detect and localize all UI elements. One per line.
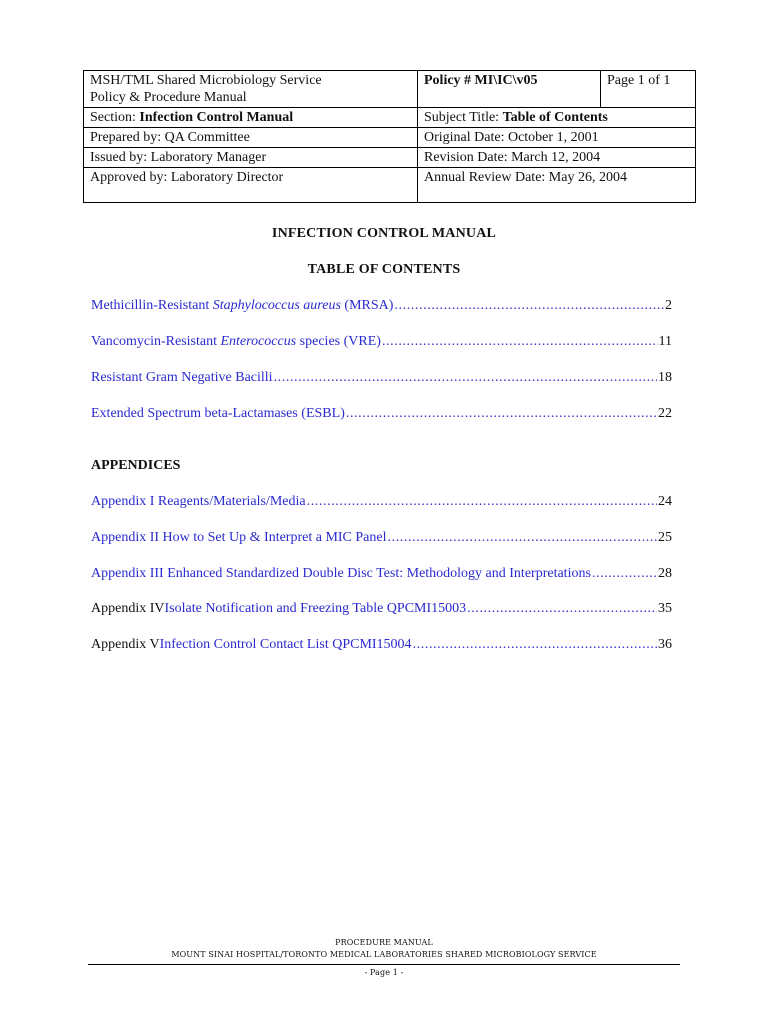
- annual-review-date: Annual Review Date: May 26, 2004: [418, 168, 696, 203]
- toc-page-number: 11: [658, 334, 672, 349]
- appendix-row: [91, 529, 672, 547]
- manual-title: INFECTION CONTROL MANUAL: [271, 226, 497, 241]
- appendix-page-number: 25: [658, 530, 672, 545]
- appendix-row: [91, 600, 672, 618]
- footer-manual-label: PROCEDURE MANUAL: [335, 938, 433, 947]
- policy-header-table: [83, 70, 696, 203]
- appendix-link-1[interactable]: Appendix I Reagents/Materials/Media: [91, 494, 306, 509]
- section-value: Infection Control Manual: [139, 110, 294, 125]
- appendix-prefix: Appendix IV: [91, 601, 165, 616]
- toc-row: [91, 333, 672, 351]
- toc-page-number: 18: [658, 370, 672, 385]
- subject-value: Table of Contents: [502, 110, 608, 125]
- dot-leader: [413, 636, 657, 654]
- dot-leader: [346, 405, 657, 423]
- revision-date: Revision Date: March 12, 2004: [418, 148, 696, 168]
- toc-link-vre[interactable]: Vancomycin-Resistant Enterococcus species (VRE): [91, 334, 381, 349]
- footer-page-number: - Page 1 -: [364, 968, 404, 977]
- appendix-page-number: 36: [658, 637, 672, 652]
- appendix-link-2[interactable]: Appendix II How to Set Up & Interpret a MIC Panel: [91, 530, 387, 545]
- dot-leader: [307, 493, 657, 511]
- toc-page-number: 22: [658, 406, 672, 421]
- appendix-page-number: 35: [658, 601, 672, 616]
- appendix-link-4[interactable]: Isolate Notification and Freezing Table QPCMI15003: [164, 601, 467, 616]
- page-count: Page 1 of 1: [601, 71, 696, 108]
- dot-leader: [382, 333, 658, 351]
- dot-leader: [274, 369, 657, 387]
- appendix-link-3[interactable]: Appendix III Enhanced Standardized Double Disc Test: Methodology and Interpretations: [91, 566, 591, 581]
- appendices-heading: APPENDICES: [91, 458, 181, 473]
- toc-title: TABLE OF CONTENTS: [307, 262, 461, 277]
- approved-by: Approved by: Laboratory Director: [84, 168, 418, 203]
- appendix-row: [91, 493, 672, 511]
- toc-link-esbl[interactable]: Extended Spectrum beta-Lactamases (ESBL): [91, 406, 345, 421]
- toc-row: [91, 405, 672, 423]
- org-cell: [84, 71, 418, 108]
- toc-link-gram-negative[interactable]: Resistant Gram Negative Bacilli: [91, 370, 273, 385]
- subject-prefix: Subject Title:: [424, 110, 503, 125]
- dot-leader: [394, 297, 664, 315]
- appendix-link-5[interactable]: Infection Control Contact List QPCMI15004: [159, 637, 412, 652]
- appendix-prefix: Appendix V: [91, 637, 160, 652]
- subject-cell: [418, 108, 696, 128]
- org-line-2: Policy & Procedure Manual: [90, 90, 247, 105]
- toc-row: [91, 297, 672, 315]
- appendix-row: [91, 636, 672, 654]
- dot-leader: [592, 565, 657, 583]
- org-line-1: MSH/TML Shared Microbiology Service: [90, 73, 322, 88]
- dot-leader: [388, 529, 658, 547]
- appendix-row: [91, 565, 672, 583]
- footer-organization: MOUNT SINAI HOSPITAL/TORONTO MEDICAL LABORATORIES SHARED MICROBIOLOGY SERVICE: [171, 950, 597, 959]
- toc-row: [91, 369, 672, 387]
- original-date: Original Date: October 1, 2001: [418, 128, 696, 148]
- policy-number: Policy # MI\IC\v05: [418, 71, 601, 108]
- appendix-page-number: 24: [658, 494, 672, 509]
- prepared-by: Prepared by: QA Committee: [84, 128, 418, 148]
- footer-divider: [88, 964, 680, 965]
- toc-page-number: 2: [665, 298, 672, 313]
- section-prefix: Section:: [90, 110, 140, 125]
- appendix-page-number: 28: [658, 566, 672, 581]
- toc-link-mrsa[interactable]: Methicillin-Resistant Staphylococcus aureus (MRSA): [91, 298, 394, 313]
- section-cell: [84, 108, 418, 128]
- dot-leader: [467, 600, 657, 618]
- issued-by: Issued by: Laboratory Manager: [84, 148, 418, 168]
